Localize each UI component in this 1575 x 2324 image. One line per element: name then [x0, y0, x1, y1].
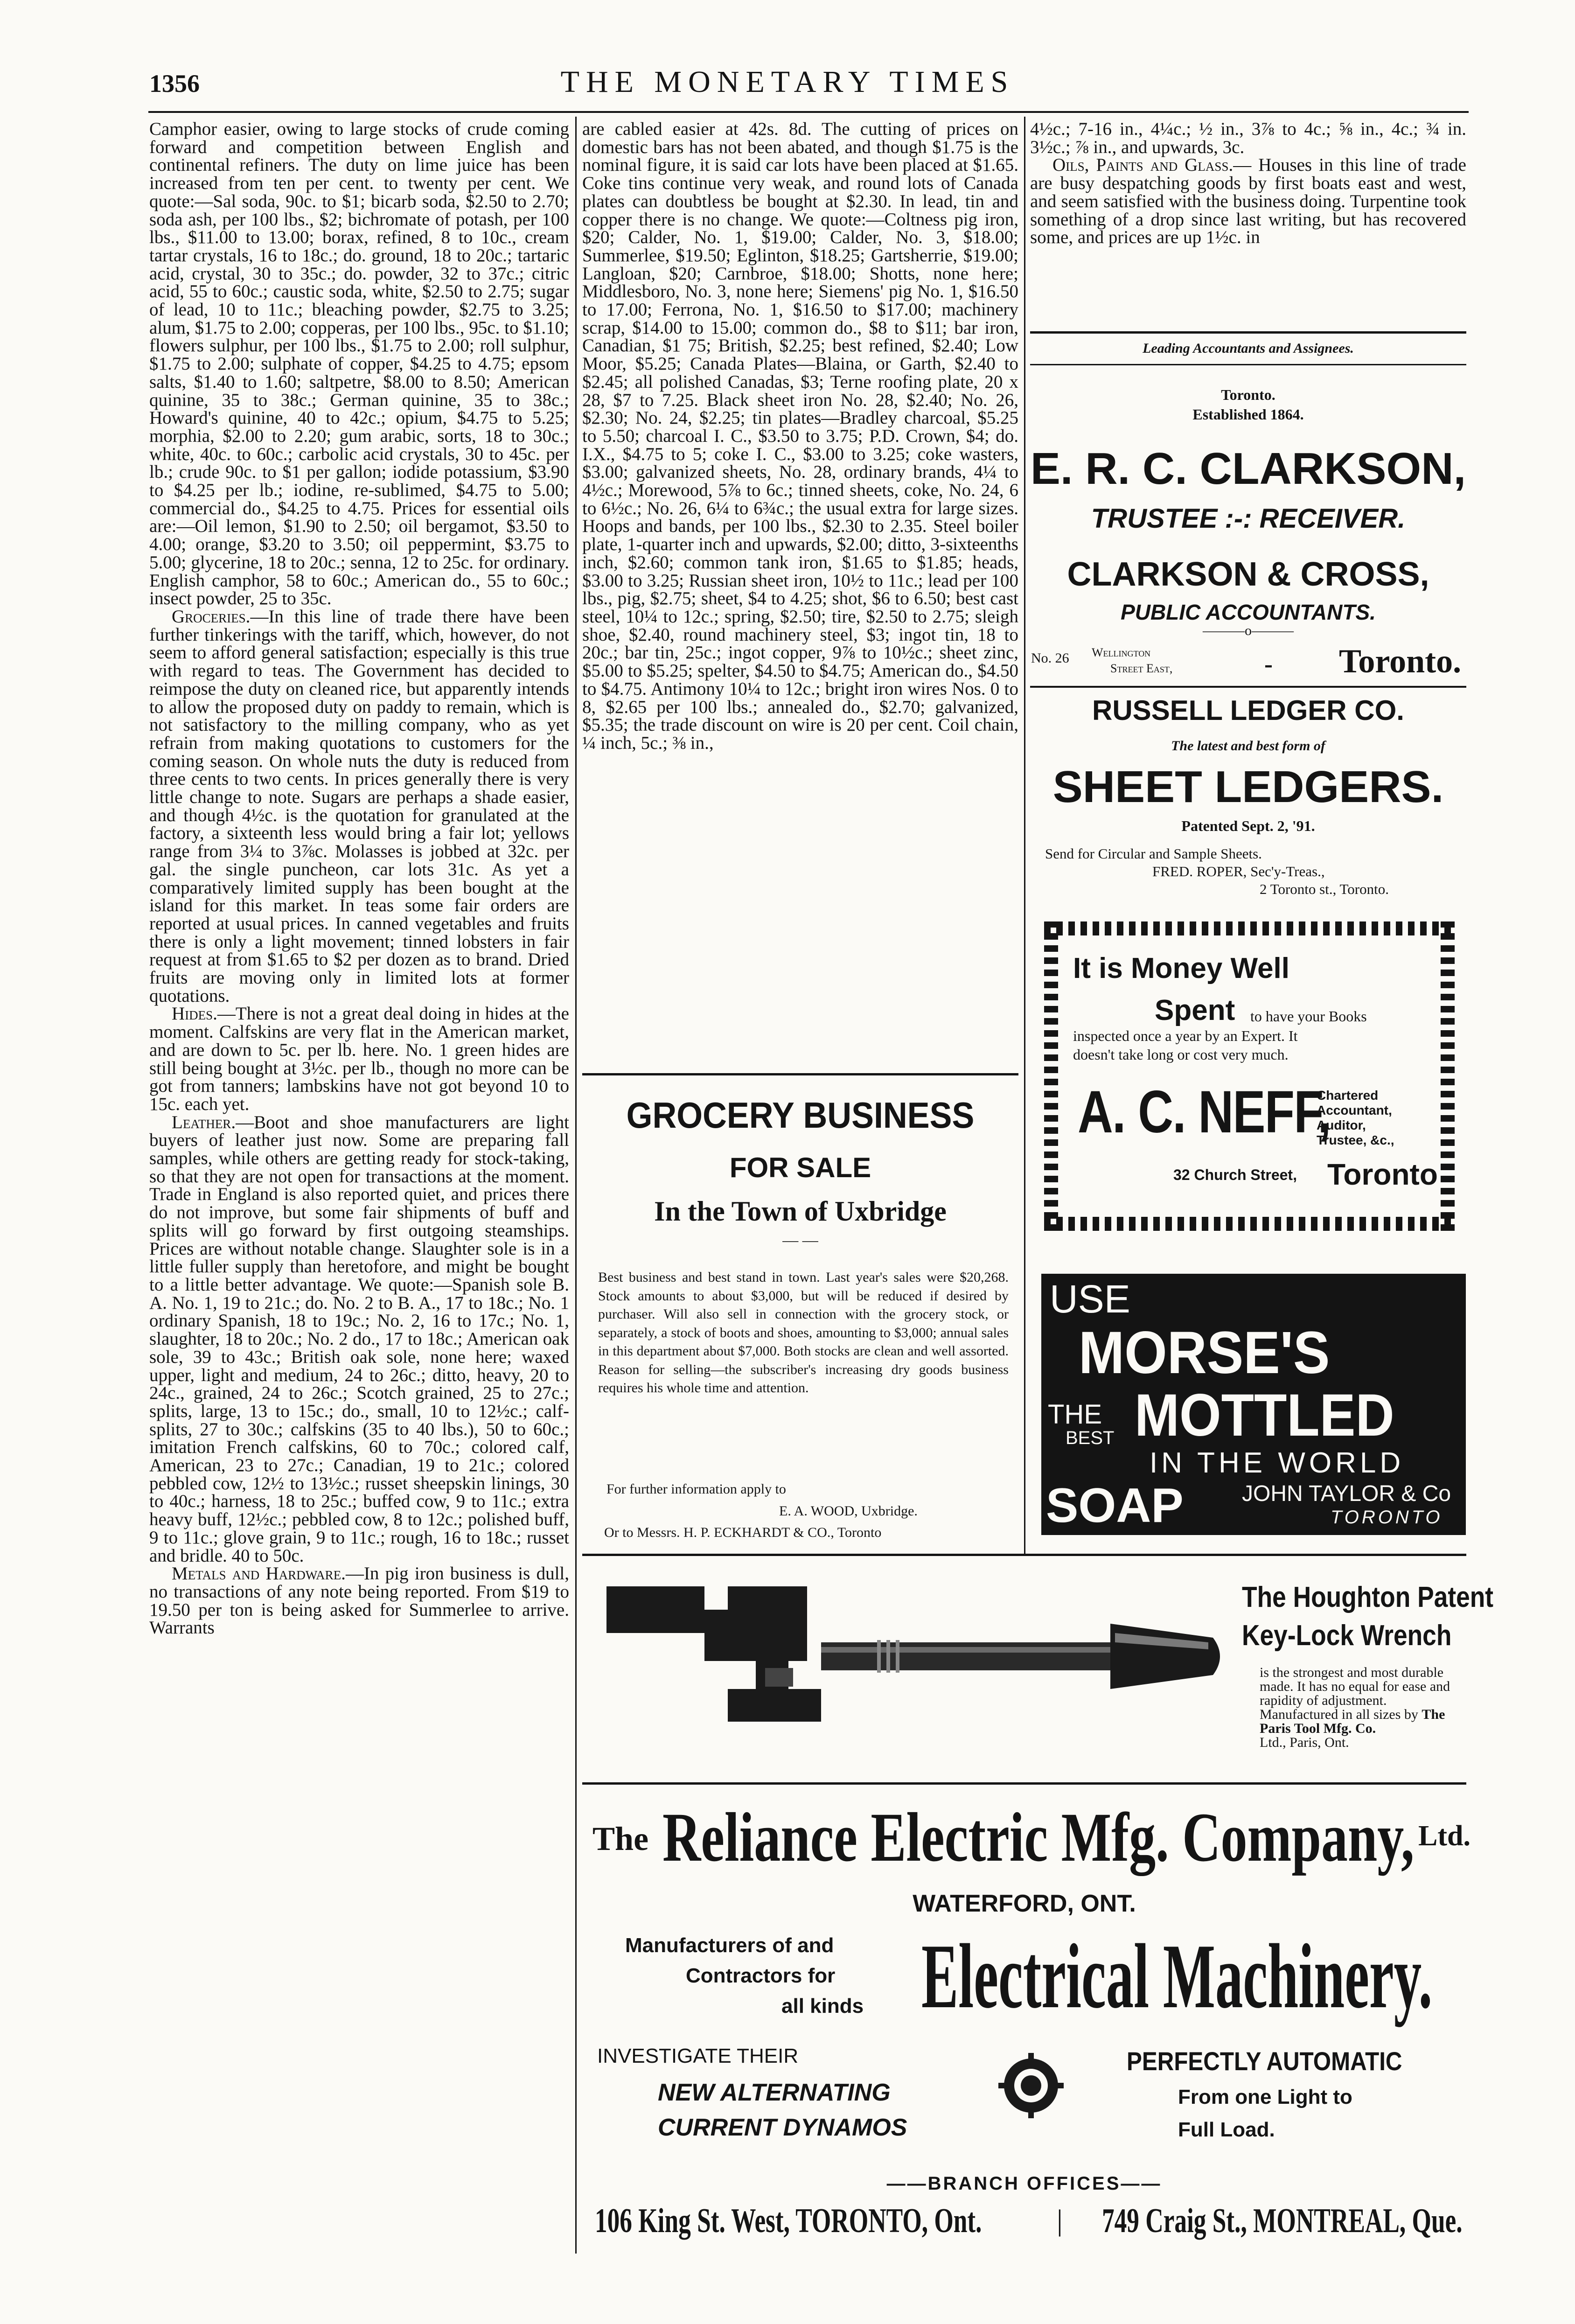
groceries-paragraph	[149, 608, 569, 1005]
clarkson-roles: TRUSTEE :-: RECEIVER.	[1091, 503, 1406, 534]
grocery-contact2: Or to Messrs. H. P. ECKHARDT & CO., Toronto	[604, 1525, 882, 1540]
reliance-mfg3: all kinds	[781, 1995, 864, 2017]
soap-soap: SOAP	[1046, 1479, 1184, 1533]
clarkson-name: E. R. C. CLARKSON,	[1030, 444, 1466, 494]
neff-frame-bottom	[1044, 1217, 1455, 1231]
oils-paragraph	[1030, 156, 1466, 247]
reliance-auto: PERFECTLY AUTOMATIC	[1127, 2046, 1402, 2076]
hides-paragraph	[149, 1005, 569, 1113]
soap-city: TORONTO	[1331, 1507, 1443, 1528]
soap-mottled: MOTTLED	[1135, 1382, 1394, 1449]
wrench-title2: Key-Lock Wrench	[1242, 1619, 1452, 1652]
wrench-top-rule	[582, 1554, 1466, 1556]
wrench-body-text: is the strongest and most durable made. It has no equal for ease and rapidity of adjustment. Manufactured in all sizes by	[1260, 1665, 1450, 1722]
column-1	[149, 120, 569, 1637]
oils-heading: Oils, Paints and Glass.	[1052, 155, 1234, 175]
neff-title1: Chartered	[1317, 1088, 1379, 1103]
metals-paragraph	[149, 1565, 569, 1637]
clarkson-firm: CLARKSON & CROSS,	[1067, 556, 1429, 593]
reliance-auto3: Full Load.	[1178, 2118, 1275, 2141]
reliance-the: The	[592, 1820, 649, 1857]
reliance-office-toronto: 106 King St. West, TORONTO, Ont.	[595, 2202, 982, 2240]
reliance-alt2: CURRENT DYNAMOS	[658, 2114, 907, 2141]
wrench-illustration	[588, 1572, 1236, 1731]
neff-line1: It is Money Well	[1073, 952, 1289, 984]
clarkson-address-city: Toronto.	[1339, 642, 1462, 680]
neff-line2: Spent	[1155, 994, 1235, 1026]
column-rule-2	[1024, 117, 1025, 1554]
clarkson-heading: Leading Accountants and Assignees.	[1143, 341, 1354, 356]
page-number: 1356	[149, 70, 200, 98]
dynamo-icon	[998, 2053, 1064, 2118]
reliance-name: Reliance Electric Mfg. Company,	[662, 1799, 1415, 1876]
grocery-title: GROCERY BUSINESS	[626, 1095, 975, 1136]
soap-in-the-world: IN THE WORLD	[1150, 1447, 1405, 1479]
clarkson-established: Established 1864.	[1192, 406, 1304, 423]
reliance-location: WATERFORD, ONT.	[913, 1890, 1136, 1917]
reliance-branch-offices: ——BRANCH OFFICES——	[886, 2173, 1162, 2194]
column-rule-1	[575, 117, 577, 2254]
neff-title2: Accountant,	[1317, 1103, 1392, 1117]
clarkson-address-dash: -	[1264, 650, 1273, 678]
neff-frame-right	[1441, 921, 1455, 1231]
grocery-apply: For further information apply to	[606, 1481, 786, 1497]
reliance-product: Electrical Machinery.	[921, 1925, 1433, 2027]
clarkson-ornament: ———o———	[1203, 623, 1294, 638]
clarkson-city: Toronto.	[1221, 386, 1275, 403]
wrench-body	[1260, 1666, 1465, 1750]
chemicals-paragraph: Camphor easier, owing to large stocks of crude coming forward and competition between English and continental refiners. The duty on lime juice has been increased from ten per cent. to twenty per cent. We quote:—Sal soda, 90c. to $1; bicarb soda, $2.50 to 2.70; soda ash, per 100 lbs., $2; bichromate of potash, per 100 lbs., $11.00 to 13.00; borax, refined, 8 to 10c., cream tartar crystals, 16 to 18c.; do. ground, 18 to 20c.; tartaric acid, crystal, 30 to 35c.; do. powder, 32 to 37c.; citric acid, 55 to 60c.; caustic soda, white, $2.50 to 2.75; sugar of lead, 10 to 11c.; bleaching powder, $2.75 to 3.25; alum, $1.75 to 2.00; copperas, per 100 lbs., 95c. to $1.10; flowers sulphur, per 100 lbs., $1.75 to 2.00; roll sulphur, $1.75 to 2.00; sulphate of copper, $4.25 to 4.75; epsom salts, $1.40 to 1.60; saltpetre, $8.00 to 8.50; American quinine, 35 to 38c.; German quinine, 35 to 38c.; Howard's quinine, 40 to 42c.; opium, $4.75 to 5.25; morphia, $2.00 to 2.20; gum arabic, sorts, 18 to 30c.; white, 40c. to 60c.; carbolic acid crystals, 30 to 45c. per lb.; crude 90c. to $1 per gallon; iodide potassium, $3.90 to $4.25 per lb.; iodine, re-sublimed, $4.75 to 5.00; commercial do., $4.25 to 4.75. Prices for essential oils are:—Oil lemon, $1.90 to 2.50; oil bergamot, $3.50 to 4.00; orange, $3.20 to 3.50; oil peppermint, $3.75 to 5.00; glycerine, 18 to 20c.; senna, 12 to 25c. for ordinary. English camphor, 58 to 60c.; American do., 55 to 60c.; insect powder, 25 to 35c.	[149, 119, 569, 609]
russell-patent: Patented Sept. 2, '91.	[1181, 817, 1315, 834]
neff-street: 32 Church Street,	[1173, 1166, 1297, 1183]
reliance-top-rule	[582, 1782, 1466, 1785]
russell-contact: FRED. ROPER, Sec'y-Treas.,	[1152, 863, 1325, 879]
reliance-office-montreal: 749 Craig St., MONTREAL, Que.	[1102, 2202, 1463, 2240]
clarkson-address-no: No. 26	[1031, 650, 1069, 666]
neff-name: A. C. NEFF,	[1078, 1079, 1331, 1145]
neff-title4: Trustee, &c.,	[1317, 1133, 1394, 1147]
soap-use: USE	[1050, 1277, 1130, 1321]
groceries-text: —In this line of trade there have been further tinkerings with the tariff, which, however, do not seem to afford general satisfaction; especially is this true with regard to teas. The Government has decided to reimpose the duty on cleaned rice, but apparently intends to allow the proposed duty on paddy to remain, which is not satisfactory to the milling company, who as yet refrain from making quotations to customers for the coming season. On whole nuts the duty is reduced from three cents to two cents. In prices generally there is very little change to note. Sugars are perhaps a shade easier, and though 4½c. is the quotation for granulated at the factory, a sixteenth less would bring a fair lot; yellows range from 3¼ to 3⅞c. Molasses is jobbed at 32c. per gal. the single puncheon, car lots 31c. As yet a comparatively limited supply has been bought at the island for this market. In teas some fair orders are reported at usual prices. In canned vegetables and fruits there is only a light movement; tinned lobsters in fair request at from $1.65 to $2 per dozen as to brand. Dried fruits are moving only in limited lots at former quotations.	[149, 606, 569, 1006]
neff-title3: Auditor,	[1317, 1118, 1366, 1132]
russell-product: SHEET LEDGERS.	[1052, 762, 1444, 812]
chain-prices-text: 4½c.; 7-16 in., 4¼c.; ½ in., 3⅞ to 4c.; ⅝ in., 4c.; ¾ in. 3½c.; ⅞ in., and upwards, 3c.	[1030, 119, 1466, 157]
neff-frame-left	[1044, 921, 1058, 1231]
leather-text: —Boot and shoe manufacturers are light buyers of leather just now. Some are preparing fall samples, while others are getting ready for stock-taking, so that they are not open for transactions at the moment. Trade in England is also reported quiet, and prices there do not improve, but some fair shipments of buff and splits will go forward by first outgoing steamships. Prices are without notable change. Slaughter sole is in a little fuller supply than heretofore, and might be bought to a little better advantage. We quote:—Spanish sole B. A. No. 1, 19 to 21c.; do. No. 2 to B. A., 17 to 18c.; No. 1 ordinary Spanish, 18 to 19c.; No. 2, 16 to 17c.; No. 1, slaughter, 18 to 20c.; No. 2 do., 17 to 18c.; American oak sole, 39 to 43c.; British oak sole, none here; waxed upper, light and medium, 24 to 26c.; ditto, heavy, 20 to 24c., grained, 24 to 26c.; Scotch grained, 25 to 27c.; splits, large, 13 to 15c.; do., small, 10 to 12½c.; calf-splits, 27 to 30c.; calfskins (35 to 40 lbs.), 50 to 60c.; imitation French calfskins, 60 to 70c.; colored calf, American, 23 to 27c.; Canadian, 19 to 21c.; colored pebbled cow, 12½ to 13½c.; russet sheepskin linings, 30 to 40c.; harness, 18 to 25c.; buffed cow, 9 to 11c.; extra heavy buff, 12½c.; pebbled cow, 8 to 12c.; polished buff, 9 to 11c.; glove grain, 9 to 11c.; rough, 16 to 18c.; russet and bridle. 40 to 50c.	[149, 1112, 569, 1566]
soap-maker: JOHN TAYLOR & Co	[1242, 1481, 1451, 1506]
oils-text: — Houses in this line of trade are busy despatching goods by first boats east and west, and seem satisfied with the business doing. Turpentine took something of a drop since last writing, but has recovered some, and prices are up 1½c. in	[1030, 155, 1466, 248]
grocery-ad-top-rule	[582, 1073, 1018, 1075]
russell-tagline: The latest and best form of	[1171, 738, 1325, 754]
reliance-office-divider: |	[1057, 2204, 1063, 2237]
metals-text: —In pig iron business is dull, no transactions of any note being reported. From $19 to 19.50 per ton is being asked for Summerlee to arrive. Warrants	[149, 1563, 569, 1638]
wrench-maker: The Paris Tool Mfg. Co.	[1260, 1707, 1445, 1736]
leather-heading: Leather.	[172, 1112, 236, 1132]
soap-ad	[1041, 1274, 1466, 1535]
column-2	[582, 120, 1018, 753]
grocery-body: Best business and best stand in town. Last year's sales were $20,268. Stock amounts to about $3,000, but will be reduced if desired by purchaser. Will also sell in connection with the grocery stock, or separately, a stock of boots and shoes, amounting to $3,000; annual sales in this department about $7,000. Both stocks are clean and well assorted. Reason for selling—the subscriber's increasing dry goods business requires his whole time and attention.	[598, 1270, 1009, 1396]
metals-continued-paragraph: are cabled easier at 42s. 8d. The cutting of prices on domestic bars has not been abated, and though $1.75 is the nominal figure, it is said car lots have been placed at $1.65. Coke tins continue very weak, and round lots of Canada plates can doubtless be bought at $2.30. In lead, tin and copper there is no change. We quote:—Coltness pig iron, $20; Calder, No. 1, $19.00; Calder, No. 3, $18.00; Summerlee, $19.50; Eglinton, $18.25; Gartsherrie, $19.00; Langloan, $20; Carnbroe, $18.00; Shotts, none here; Middlesboro, No. 3, none here; Siemens' pig No. 1, $16.50 to 17.00; Ferrona, No. 1, $16.50 to $17.00; machinery scrap, $14.00 to 15.00; common do., $8 to $11; bar iron, Canadian, $1 75; British, $2.25; best refined, $2.40; Low Moor, $5.25; Canada Plates—Blaina, or Garth, $2.40 to $2.45; all polished Canadas, $3; Terne roofing plate, 20 x 28, $7 to 7.25. Black sheet iron No. 28, $2.40; No. 26, $2.30; No. 24, $2.25; tin plates—Bradley charcoal, $5.25 to 5.50; charcoal I. C., $3.50 to 3.75; P.D. Crown, $4; do. I.X., $4.75 to 5; coke I. C., $3.00 to 3.25; coke wasters, $3.00; galvanized sheets, No. 28, ordinary brands, 4¼ to 4½c.; Morewood, 5⅞ to 6c.; tinned sheets, coke, No. 24, 6 to 6½c.; No. 26, 6¼ to 6¾c.; the usual extra for large sizes. Hoops and bands, per 100 lbs., $2.30 to 2.35. Steel boiler plate, 1-quarter inch and upwards, $2.00; ditto, 3-sixteenths inch, $2.60; common tank iron, $1.65 to $1.85; heads, $3.00 to 3.25; Russian sheet iron, 10½ to 11c.; lead per 100 lbs., pig, $2.75; sheet, $4 to 4.25; shot, $6 to 6.50; best cast steel, 10¼ to 12c.; spring, $2.50; tire, $2.50 to 2.75; sleigh shoe, $2.40, round machinery steel, $3; ingot tin, 18 to 20c.; bar tin, 25c.; ingot copper, 9⅞ to 10½c.; sheet zinc, $5.00 to $5.25; spelter, $4.50 to $4.75; American do., $4.50 to $4.75. Antimony 10¼ to 12c.; bright iron wires Nos. 0 to 8, $2.65 per 100 lbs.; annealed do., $2.70; galvanized, $5.35; the trade discount on wire is 20 per cent. Coil chain, ¼ inch, 5c.; ⅜ in.,	[582, 119, 1018, 753]
soap-the: THE	[1048, 1399, 1102, 1430]
reliance-auto2: From one Light to	[1178, 2086, 1352, 2108]
clarkson-heading-rule	[1030, 364, 1466, 365]
grocery-divider: — —	[782, 1232, 818, 1249]
russell-name: RUSSELL LEDGER CO.	[1092, 695, 1404, 726]
column-3	[1030, 120, 1466, 247]
wrench-city: Ltd., Paris, Ont.	[1260, 1735, 1349, 1750]
header-rule	[148, 111, 1469, 113]
soap-brand: MORSE'S	[1079, 1319, 1330, 1386]
grocery-location: In the Town of Uxbridge	[654, 1196, 947, 1227]
reliance-mfg2: Contractors for	[686, 1964, 836, 1987]
hides-heading: Hides.	[172, 1004, 217, 1024]
clarkson-top-rule	[1030, 331, 1466, 334]
clarkson-address-street2: Street East,	[1110, 662, 1173, 675]
clarkson-firm-role: PUBLIC ACCOUNTANTS.	[1121, 600, 1376, 624]
leather-paragraph	[149, 1114, 569, 1565]
neff-city: Toronto	[1327, 1158, 1438, 1191]
hides-text: —There is not a great deal doing in hides at the moment. Calfskins are very flat in the American market, and are down to 5c. per lb. here. No. 1 green hides are still being bought at 3½c. per lb., though no more can be got from tanners; lambskins have not got beyond 10 to 15c. each yet.	[149, 1004, 569, 1114]
clarkson-bottom-rule	[1030, 686, 1466, 688]
grocery-for-sale: FOR SALE	[729, 1152, 871, 1183]
reliance-mfg1: Manufacturers of and	[625, 1934, 834, 1957]
reliance-investigate: INVESTIGATE THEIR	[597, 2045, 799, 2067]
grocery-contact1: E. A. WOOD, Uxbridge.	[779, 1503, 918, 1519]
reliance-alt1: NEW ALTERNATING	[658, 2079, 891, 2106]
groceries-heading: Groceries.	[172, 606, 251, 627]
russell-send: Send for Circular and Sample Sheets.	[1045, 845, 1262, 862]
wrench-title1: The Houghton Patent	[1242, 1581, 1494, 1613]
reliance-ltd: Ltd.	[1418, 1820, 1470, 1852]
neff-frame-top	[1044, 921, 1455, 935]
neff-line3: inspected once a year by an Expert. It	[1073, 1027, 1298, 1044]
neff-line2b: to have your Books	[1250, 1008, 1367, 1025]
metals-heading: Metals and Hardware.	[172, 1563, 346, 1584]
russell-address: 2 Toronto st., Toronto.	[1260, 881, 1389, 897]
clarkson-address-street: Wellington	[1092, 646, 1151, 659]
soap-best: BEST	[1066, 1428, 1115, 1448]
masthead-title: THE MONETARY TIMES	[560, 65, 1015, 99]
neff-line4: doesn't take long or cost very much.	[1073, 1046, 1289, 1063]
